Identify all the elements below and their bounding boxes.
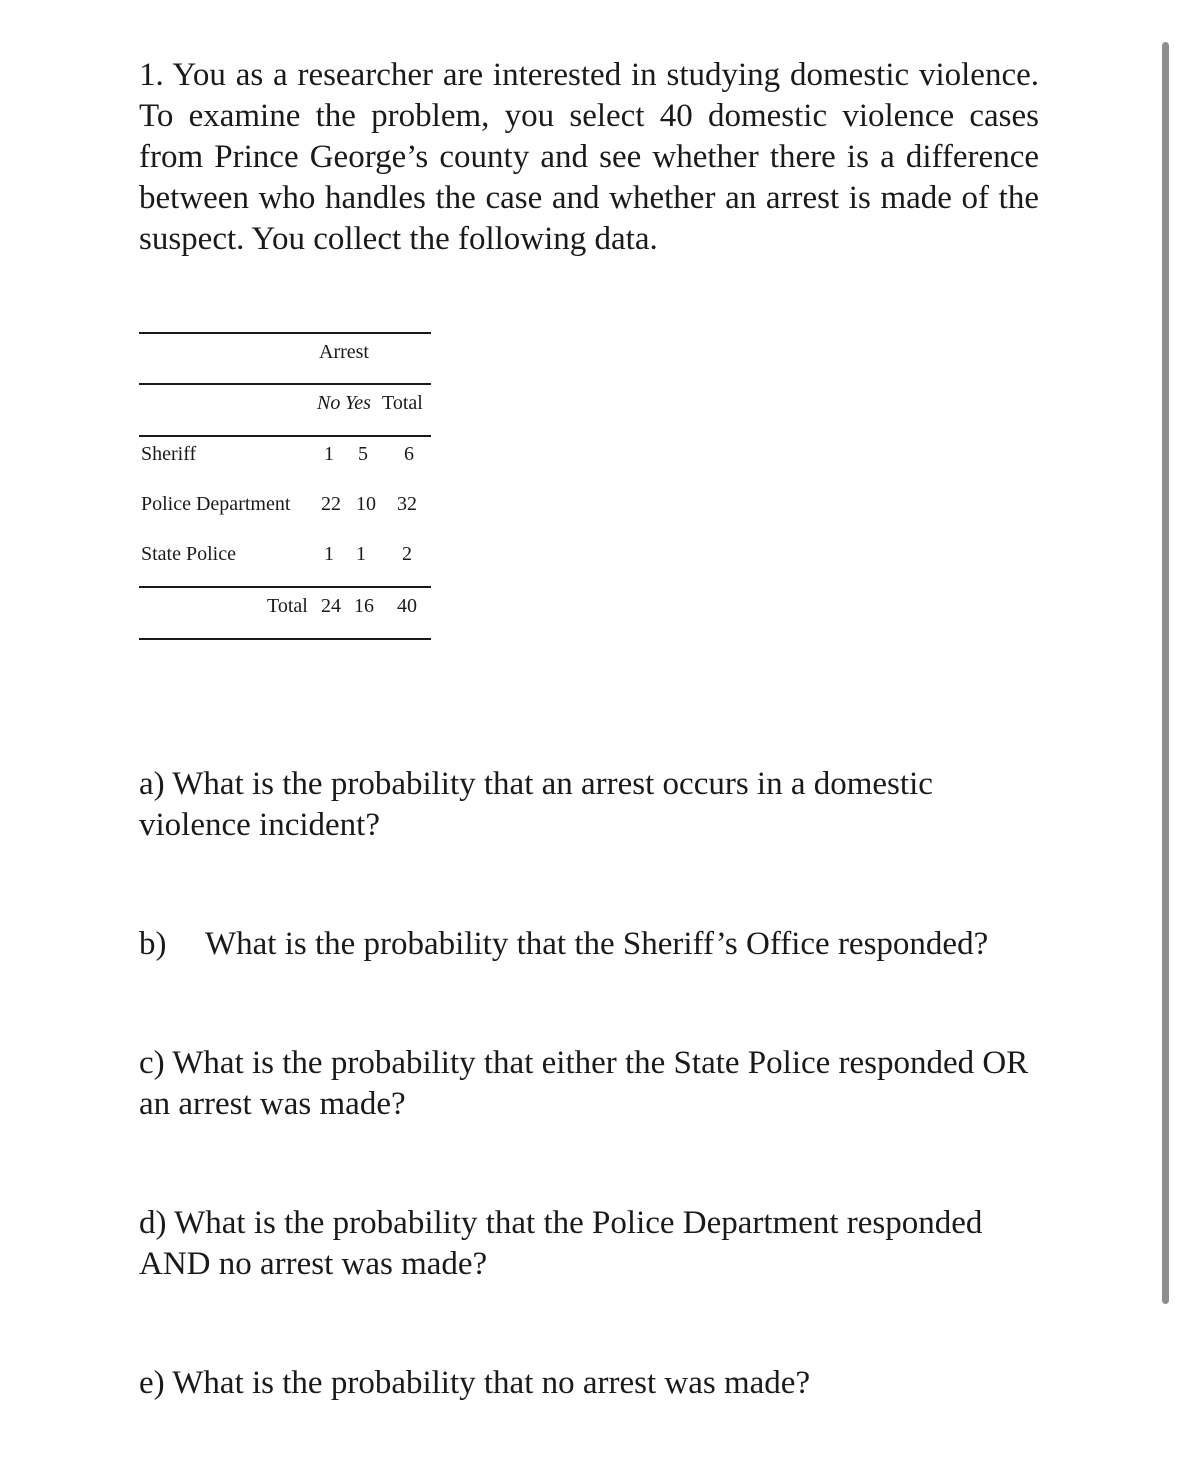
contingency-table (139, 320, 431, 650)
question-d: d) What is the probability that the Police Department responded AND no arrest was made? (139, 1205, 983, 1282)
table-rule-top (139, 332, 431, 334)
cell-sheriff-no: 1 (324, 443, 334, 465)
table-rule (139, 435, 431, 437)
table-rule-bottom (139, 638, 431, 640)
question-c: c) What is the probability that either the State Police responded OR an arrest was made? (139, 1045, 1029, 1122)
question-e: e) What is the probability that no arrest was made? (139, 1365, 811, 1401)
row-label-total: Total (267, 595, 308, 617)
row-label-police-department: Police Department (141, 493, 291, 515)
cell-police-yes: 10 (356, 493, 376, 515)
arrest-group-header: Arrest (319, 341, 369, 363)
row-label-sheriff: Sheriff (141, 443, 197, 465)
column-header-no: No (317, 392, 341, 414)
vertical-scrollbar[interactable] (1162, 42, 1169, 1304)
column-header-total: Total (382, 392, 423, 414)
question-b-label: b) (139, 926, 167, 962)
question-b-text: What is the probability that the Sheriff’s Office responded? (205, 926, 989, 962)
table-rule (139, 586, 431, 588)
cell-sheriff-yes: 5 (358, 443, 368, 465)
question-a: a) What is the probability that an arrest occurs in a domestic violence incident? (139, 766, 933, 843)
table-rule (139, 383, 431, 385)
problem-intro: 1. You as a researcher are interested in studying domestic violence. To examine the problem, you select 40 domestic violence cases from Prince George’s county and see whether there is a difference between who handles the case and whether an arrest is made of the suspect. You collect the following data. (139, 57, 1039, 257)
cell-total-no: 24 (321, 595, 341, 617)
cell-state-yes: 1 (356, 543, 366, 565)
cell-sheriff-total: 6 (404, 443, 414, 465)
question-b (139, 924, 1039, 965)
row-label-state-police: State Police (141, 543, 236, 565)
cell-state-no: 1 (324, 543, 334, 565)
cell-police-total: 32 (397, 493, 417, 515)
cell-total-total: 40 (397, 595, 417, 617)
cell-state-total: 2 (402, 543, 412, 565)
cell-total-yes: 16 (354, 595, 374, 617)
column-header-yes: Yes (345, 392, 371, 414)
cell-police-no: 22 (321, 493, 341, 515)
